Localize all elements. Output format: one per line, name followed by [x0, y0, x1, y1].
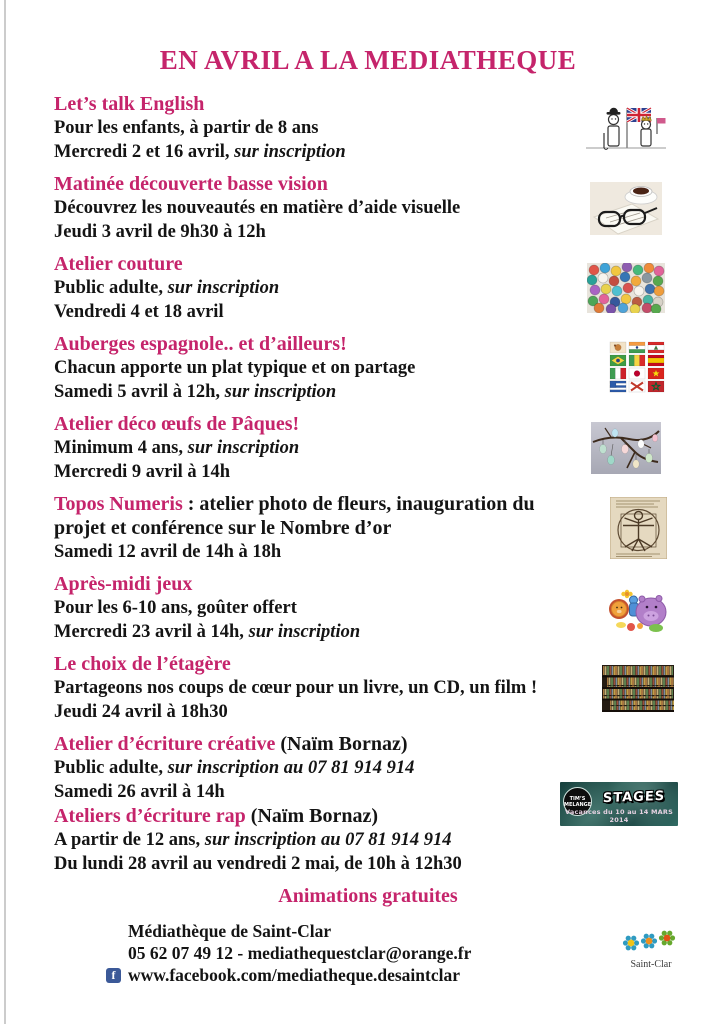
- banner-graffiti-text: STAGES: [602, 788, 666, 807]
- event-detail-line: Jeudi 24 avril à 18h30: [54, 702, 228, 722]
- free-animations-note: Animations gratuites: [278, 885, 458, 907]
- event-title: Le choix de l’étagère: [54, 653, 231, 675]
- rap-banner-image: [560, 782, 678, 826]
- facebook-url: www.facebook.com/mediatheque.desaintclar: [128, 965, 460, 985]
- event-title: Atelier couture: [54, 253, 183, 275]
- bookshelf-photo: [594, 665, 682, 712]
- event-detail-line: Samedi 5 avril à 12h, sur inscription: [54, 382, 337, 402]
- rap-stage-banner: [556, 782, 682, 826]
- event-topos-numeris: [54, 492, 682, 564]
- event-text: [54, 652, 594, 724]
- event-text: [54, 252, 570, 324]
- event-ecriture-rap: [54, 804, 550, 876]
- event-detail-line: Samedi 12 avril de 14h à 18h: [54, 542, 282, 562]
- event-detail-line: Public adulte, sur inscription au 07 81 914 914: [54, 758, 415, 778]
- event-detail-line: Découvrez les nouveautés en matière d’aide visuelle: [54, 198, 461, 218]
- event-detail-line: Mercredi 23 avril à 14h, sur inscription: [54, 622, 361, 642]
- event-choix-etagere: [54, 652, 682, 724]
- contact-block: [111, 920, 682, 986]
- event-text: [54, 172, 570, 244]
- saint-clar-logo: [620, 928, 682, 971]
- event-detail-line: Vendredi 4 et 18 avril: [54, 302, 224, 322]
- event-detail-line: Du lundi 28 avril au vendredi 2 mai, de 10h à 12h30: [54, 854, 462, 874]
- banner-caption: Vacances du 10 au 14 MARS 2014: [565, 808, 673, 824]
- event-ateliers-ecriture: [54, 732, 682, 876]
- facebook-icon: f: [106, 968, 121, 983]
- event-detail-line: A partir de 12 ans, sur inscription au 07 81 914 914: [54, 830, 452, 850]
- contact-line: 05 62 07 49 12 - mediathequestclar@orange.fr: [128, 943, 472, 963]
- event-detail-line: Mercredi 9 avril à 14h: [54, 462, 231, 482]
- event-title: Atelier déco œufs de Pâques!: [54, 413, 300, 435]
- event-detail-line: Jeudi 3 avril de 9h30 à 12h: [54, 222, 266, 242]
- glasses-coffee-photo: [570, 182, 682, 235]
- event-detail-line: Mercredi 2 et 16 avril, sur inscription: [54, 142, 346, 162]
- event-text: [54, 412, 570, 484]
- event-text: [54, 332, 594, 404]
- event-detail-line: Pour les 6-10 ans, goûter offert: [54, 598, 297, 618]
- event-ecriture-creative: [54, 732, 550, 804]
- event-detail-line: Minimum 4 ans, sur inscription: [54, 438, 300, 458]
- event-title: Matinée découverte basse vision: [54, 173, 328, 195]
- event-detail-line: Public adulte, sur inscription: [54, 278, 280, 298]
- event-detail-line: Chacun apporte un plat typique et on partage: [54, 358, 416, 378]
- page-title: EN AVRIL A LA MEDIATHEQUE: [159, 45, 577, 75]
- event-title-text: Let’s talk English: [54, 93, 205, 115]
- scan-edge-line: [4, 0, 6, 1024]
- event-title: Topos Numeris : atelier photo de fleurs, inauguration du projet et conférence sur le Nombre d’or: [54, 493, 535, 539]
- event-title: Atelier d’écriture créative (Naïm Bornaz): [54, 733, 408, 755]
- event-detail-line: Pour les enfants, à partir de 8 ans: [54, 118, 319, 138]
- event-title: Auberges espagnole.. et d’ailleurs!: [54, 333, 347, 355]
- world-flags-photo: [594, 341, 682, 396]
- facebook-line: [111, 964, 682, 986]
- event-text: [54, 572, 594, 644]
- event-title: [54, 92, 564, 116]
- event-detail-line: Samedi 26 avril à 14h: [54, 782, 225, 802]
- org-name: Médiathèque de Saint-Clar: [128, 921, 332, 941]
- logo-caption: Saint-Clar: [630, 959, 672, 970]
- event-lets-talk-english: [54, 92, 682, 164]
- event-text: [54, 492, 594, 564]
- cartoon-animals-photo: [594, 585, 682, 632]
- banner-logo: TIM’S MELANGE: [563, 787, 592, 816]
- buttons-photo: [570, 263, 682, 313]
- event-detail-line: Partageons nos coups de cœur pour un livre, un CD, un film !: [54, 678, 538, 698]
- event-title: Ateliers d’écriture rap (Naïm Bornaz): [54, 805, 378, 827]
- event-auberges-espagnoles: [54, 332, 682, 404]
- event-matinee-basse-vision: [54, 172, 682, 244]
- event-atelier-couture: [54, 252, 682, 324]
- vitruvian-man-photo: [594, 497, 682, 559]
- event-title: Après-midi jeux: [54, 573, 193, 595]
- event-text: [54, 732, 556, 876]
- easter-eggs-photo: [570, 422, 682, 474]
- event-text: [54, 92, 570, 164]
- event-apres-midi-jeux: [54, 572, 682, 644]
- english-characters-cartoon: [570, 103, 682, 153]
- event-atelier-oeufs-paques: [54, 412, 682, 484]
